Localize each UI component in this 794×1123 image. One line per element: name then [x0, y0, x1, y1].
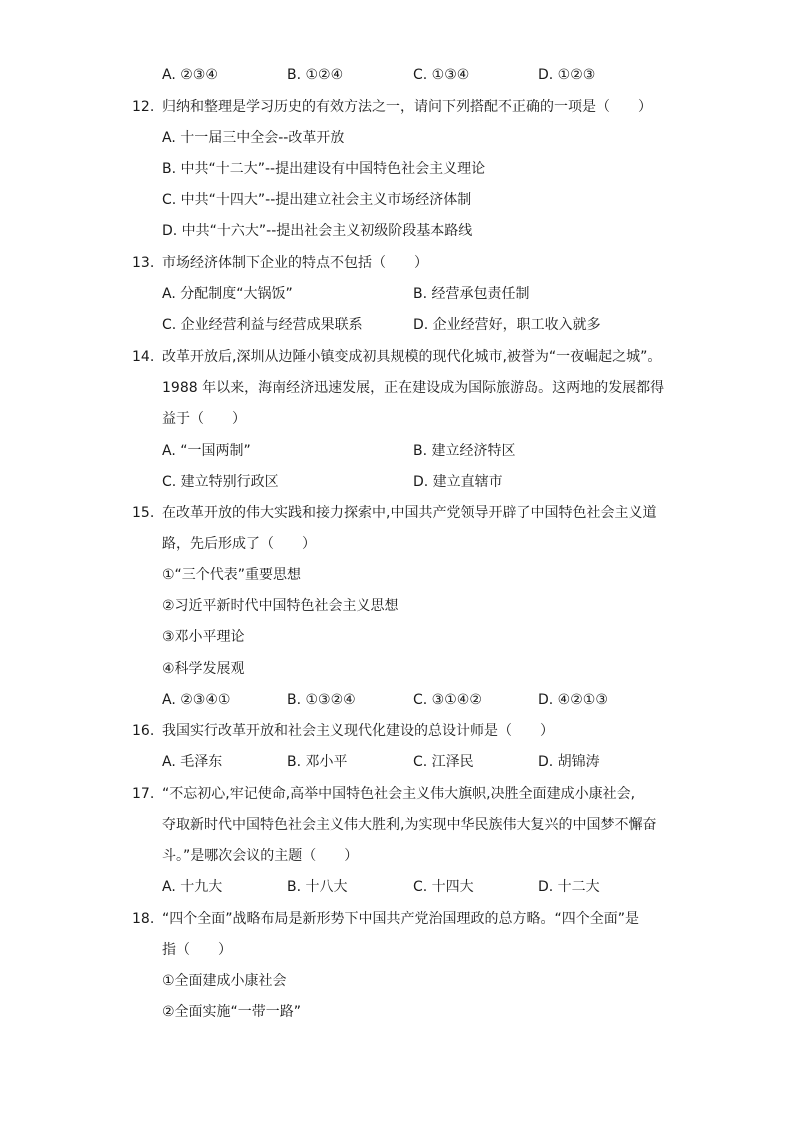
q15-number: 15.: [132, 505, 155, 521]
q18-stem-line: 指（ ）: [162, 942, 232, 958]
q15-item: ②习近平新时代中国特色社会主义思想: [162, 598, 399, 614]
q11-option-b: B. ①②④: [287, 67, 344, 83]
q17-option-a: A. 十九大: [162, 879, 223, 895]
q12-option-a: A. 十一届三中全会--改革开放: [162, 130, 345, 146]
q16-option-b: B. 邓小平: [287, 754, 348, 770]
q15-option-b: B. ①③②④: [287, 692, 356, 708]
q18-item: ①全面建成小康社会: [162, 973, 287, 989]
q13-stem: 市场经济体制下企业的特点不包括（ ）: [162, 255, 428, 271]
q16-option-c: C. 江泽民: [413, 754, 474, 770]
q14-stem-line: 益于（ ）: [162, 411, 246, 427]
q15-option-c: C. ③①④②: [413, 692, 482, 708]
q17-option-c: C. 十四大: [413, 879, 474, 895]
q15-option-a: A. ②③④①: [162, 692, 231, 708]
q17-stem-line: 夺取新时代中国特色社会主义伟大胜利,为实现中华民族伟大复兴的中国梦不懈奋: [162, 817, 657, 833]
q12-option-c: C. 中共“十四大”--提出建立社会主义市场经济体制: [162, 192, 472, 208]
q14-number: 14.: [132, 349, 155, 365]
q13-option-b: B. 经营承包责任制: [413, 286, 530, 302]
q17-stem-line: 斗。”是哪次会议的主题（ ）: [162, 848, 359, 864]
q15-stem-line: 路，先后形成了（ ）: [162, 536, 316, 552]
q15-item: ④科学发展观: [162, 661, 245, 677]
q17-option-b: B. 十八大: [287, 879, 348, 895]
q16-option-d: D. 胡锦涛: [538, 754, 600, 770]
q12-option-b: B. 中共“十二大”--提出建设有中国特色社会主义理论: [162, 161, 486, 177]
q11-option-a: A. ②③④: [162, 67, 218, 83]
q17-option-d: D. 十二大: [538, 879, 600, 895]
q18-stem-line: “四个全面”战略布局是新形势下中国共产党治国理政的总方略。“四个全面”是: [162, 911, 640, 927]
q13-option-c: C. 企业经营利益与经营成果联系: [162, 317, 363, 333]
q14-option-a: A. “一国两制”: [162, 443, 251, 459]
q15-option-d: D. ④②①③: [538, 692, 608, 708]
q17-stem-line: “不忘初心,牢记使命,高举中国特色社会主义伟大旗帜,决胜全面建成小康社会,: [162, 786, 636, 802]
q12-stem: 归纳和整理是学习历史的有效方法之一，请问下列搭配不正确的一项是（ ）: [162, 99, 652, 115]
q17-number: 17.: [132, 786, 155, 802]
q15-stem-line: 在改革开放的伟大实践和接力探索中,中国共产党领导开辟了中国特色社会主义道: [162, 505, 657, 521]
q13-option-a: A. 分配制度“大锅饭”: [162, 286, 293, 302]
q11-option-c: C. ①③④: [413, 67, 470, 83]
q13-number: 13.: [132, 255, 155, 271]
q14-option-b: B. 建立经济特区: [413, 443, 516, 459]
q11-option-d: D. ①②③: [538, 67, 596, 83]
q13-option-d: D. 企业经营好，职工收入就多: [413, 317, 601, 333]
q15-item: ①“三个代表”重要思想: [162, 567, 302, 583]
q18-item: ②全面实施“一带一路”: [162, 1004, 302, 1020]
q18-number: 18.: [132, 911, 155, 927]
q14-option-d: D. 建立直辖市: [413, 474, 503, 490]
q15-item: ③邓小平理论: [162, 629, 245, 645]
q16-option-a: A. 毛泽东: [162, 754, 223, 770]
q12-number: 12.: [132, 99, 155, 115]
q14-stem-line: 改革开放后,深圳从边陲小镇变成初具规模的现代化城市,被誉为“一夜崛起之城”。: [162, 349, 662, 365]
q14-option-c: C. 建立特别行政区: [162, 474, 279, 490]
q16-number: 16.: [132, 723, 155, 739]
q14-stem-line: 1988 年以来，海南经济迅速发展，正在建设成为国际旅游岛。这两地的发展都得: [162, 380, 665, 396]
q12-option-d: D. 中共“十六大”--提出社会主义初级阶段基本路线: [162, 223, 473, 239]
q16-stem: 我国实行改革开放和社会主义现代化建设的总设计师是（ ）: [162, 723, 554, 739]
